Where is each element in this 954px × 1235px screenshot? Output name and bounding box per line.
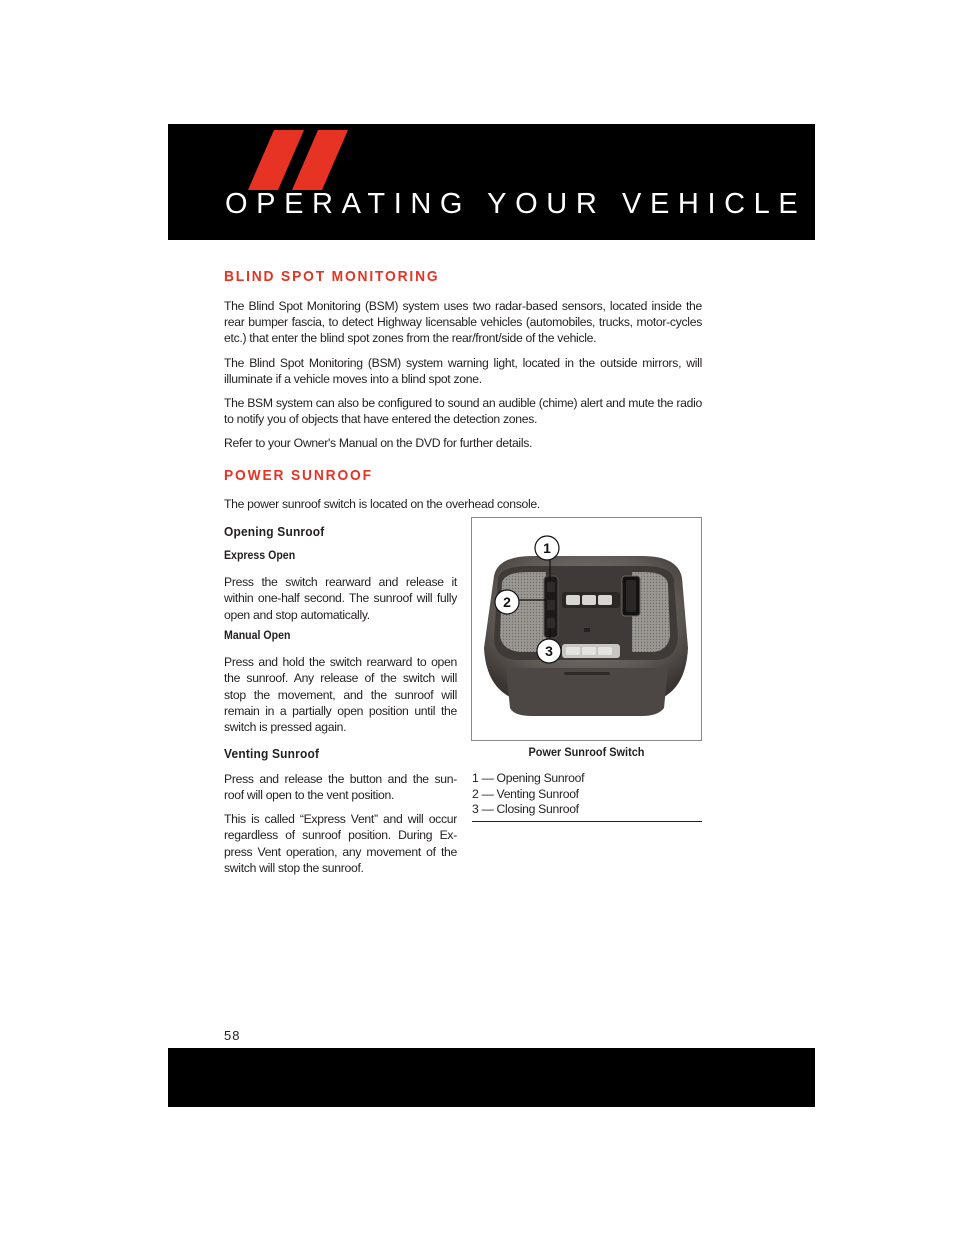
page-number: 58 <box>224 1028 241 1043</box>
callout-3 <box>537 639 561 663</box>
footer-band <box>168 1048 815 1107</box>
svg-text:1: 1 <box>543 540 551 556</box>
figure-caption: Power Sunroof Switch <box>528 747 645 759</box>
sunroof-heading: POWER SUNROOF <box>224 467 373 484</box>
bsm-paragraph: The Blind Spot Monitoring (BSM) system uses two radar-based sensors, located inside the rear bumper fascia, to detect Highway licensable vehicles (automobiles, trucks, motor-cycles etc.) that enter the blind spot zones from the rear/front/side of the vehicle. <box>224 299 702 345</box>
express-vent-text: This is called “Express Vent” and will occur regardless of sunroof position. During Ex-press Vent operation, any movement of the switch will stop the sunroof. <box>224 812 457 875</box>
overhead-console-illustration <box>472 518 701 740</box>
express-open-heading: Express Open <box>224 550 296 562</box>
legend-item: 3 — Closing Sunroof <box>472 802 579 816</box>
header-band <box>168 124 815 240</box>
legend-item: 2 — Venting Sunroof <box>472 786 579 801</box>
manual-open-heading: Manual Open <box>224 630 291 642</box>
callout-2 <box>495 590 519 614</box>
svg-text:3: 3 <box>545 643 553 659</box>
bsm-paragraph: Refer to your Owner's Manual on the DVD for further details. <box>224 436 533 450</box>
legend-item: 1 — Opening Sunroof <box>472 771 585 785</box>
manual-open-text: Press and hold the switch rearward to open the sunroof. Any release of the switch will stop the movement, and the sunroof will remain in a partially open position until the switch is pressed again. <box>224 655 457 735</box>
bsm-paragraph: The Blind Spot Monitoring (BSM) system warning light, located in the outside mirrors, will illuminate if a vehicle moves into a blind spot zone. <box>224 356 702 386</box>
page-title: OPERATING YOUR VEHICLE <box>225 188 807 220</box>
bsm-paragraph: The BSM system can also be configured to sound an audible (chime) alert and mute the radio to notify you of objects that have entered the detection zones. <box>224 396 702 426</box>
brand-stripes-logo <box>248 130 360 190</box>
overhead-console-figure <box>471 517 702 741</box>
venting-sunroof-text: Press and release the button and the sun-roof will open to the vent position. <box>224 772 457 803</box>
venting-sunroof-heading: Venting Sunroof <box>224 746 320 761</box>
bsm-heading: BLIND SPOT MONITORING <box>224 268 440 285</box>
express-open-text: Press the switch rearward and release it within one-half second. The sunroof will fully open and stop automatically. <box>224 575 457 622</box>
svg-text:2: 2 <box>503 594 511 610</box>
sunroof-intro: The power sunroof switch is located on the overhead console. <box>224 497 540 511</box>
opening-sunroof-heading: Opening Sunroof <box>224 524 325 539</box>
figure-legend <box>472 771 702 822</box>
callout-1 <box>535 536 559 560</box>
